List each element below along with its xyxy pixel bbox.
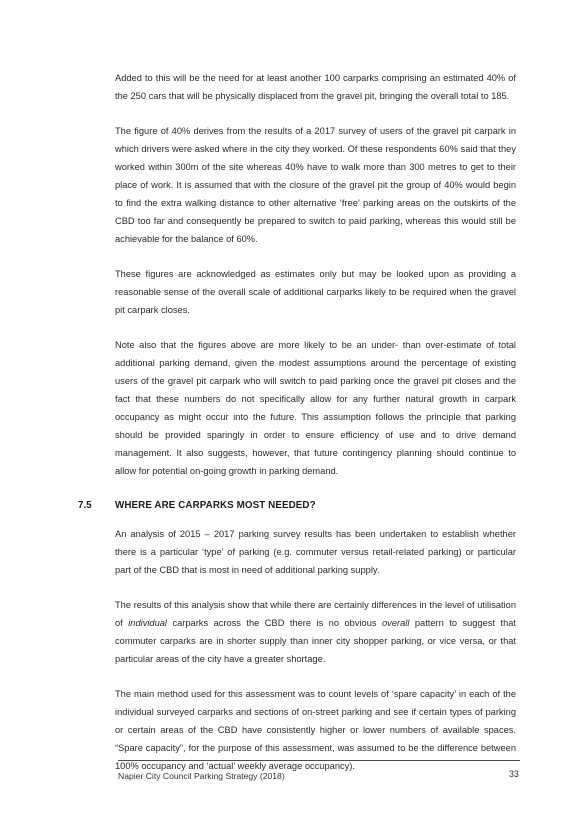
results-italic-individual: individual — [128, 618, 167, 628]
results-text-2: carparks across the CBD there is no obvious — [166, 618, 382, 628]
page-number: 33 — [509, 769, 519, 779]
paragraph-method: The main method used for this assessment was to count levels of ‘spare capacity’ in each of the individual surveyed carparks and sections of on-street parking and see if certain types of parking or certain areas of the CBD have consistently higher or lower numbers of available spaces. “Spare capacity”, for the purpose of this assessment, was assumed to be the difference between 100% occupancy and ‘actual’ weekly average occupancy). — [115, 689, 516, 771]
footer-divider — [118, 760, 520, 761]
section-heading — [78, 497, 516, 515]
footer-title: Napier City Council Parking Strategy (2018) — [118, 771, 285, 781]
paragraph-underestimate-note: Note also that the figures above are more likely to be an under- than over-estimate of total additional parking demand, given the modest assumptions around the percentage of existing users of the gravel pit carpark who will switch to paid parking once the gravel pit closes and the fact that these numbers do not specifically allow for any further natural growth in carpark occupancy as might occur into the future. This assumption follows the principle that parking should be provided sparingly in order to ensure efficiency of use and to drive demand management. It also suggests, however, that future contingency planning should continue to allow for potential on-going growth in parking demand. — [115, 340, 516, 476]
section-number: 7.5 — [78, 500, 92, 511]
results-text-3: pattern to suggest that commuter carparks are in shorter supply than inner city shopper parking, or vice versa, or that particular areas of the city have a greater shortage. — [115, 618, 516, 664]
results-italic-overall: overall — [382, 618, 410, 628]
page-content — [78, 69, 516, 792]
paragraph-survey-figure: The figure of 40% derives from the results of a 2017 survey of users of the gravel pit carpark in which drivers were asked where in the city they worked. Of these respondents 60% said that they worked within 300m of the site whereas 40% have to walk more than 300 metres to get to their place of work. It is assumed that with the closure of the gravel pit the group of 40% would begin to find the extra walking distance to other alternative ‘free’ parking areas on the outskirts of the CBD too far and consequently be prepared to switch to paid parking, whereas this would still be achievable for the balance of 60%. — [115, 126, 516, 244]
paragraph-estimates: These figures are acknowledged as estimates only but may be looked upon as providing a reasonable sense of the overall scale of additional carparks likely to be required when the gravel pit carpark closes. — [115, 269, 516, 315]
section-title: WHERE ARE CARPARKS MOST NEEDED? — [115, 500, 316, 511]
results-text-1: The results of this analysis show that while there are certainly differences in the level of utilisation of — [115, 600, 516, 628]
paragraph-results — [115, 596, 516, 668]
paragraph-analysis: An analysis of 2015 – 2017 parking survey results has been undertaken to establish whether there is a particular ‘type’ of parking (e.g. commuter versus retail-related parking) or particular part of the CBD that is most in need of additional parking supply. — [115, 529, 516, 575]
paragraph-additional-carparks: Added to this will be the need for at least another 100 carparks comprising an estimated 40% of the 250 cars that will be physically displaced from the gravel pit, bringing the overall total to 185. — [115, 73, 516, 101]
